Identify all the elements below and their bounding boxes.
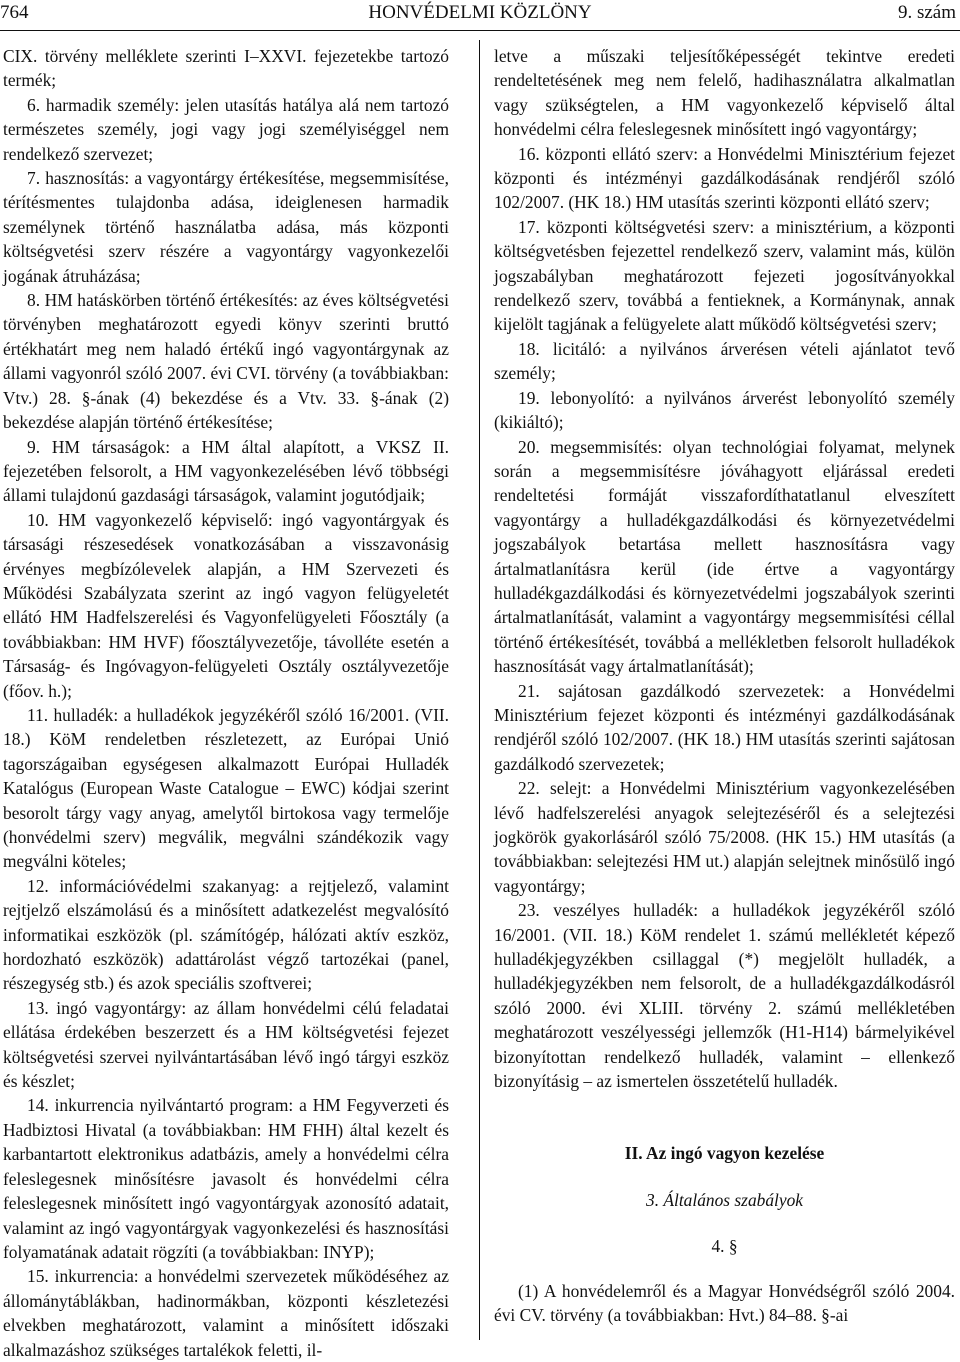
paragraph: 13. ingó vagyontárgy: az állam honvédelmi célú feladatai ellátása érdekében beszerzett és a HM költségvetési fejezet költségvetési szervei nyilvántartásában lévő ingó tárgyi eszköz és készlet;: [3, 997, 449, 1092]
right-column: [494, 44, 955, 1328]
paragraph: CIX. törvény melléklete szerinti I–XXVI. fejezetekbe tartozó termék;: [3, 46, 449, 91]
paragraph: 9. HM társaságok: a HM által alapított, a VKSZ II. fejezetében felsorolt, a HM vagyonkezelésében lévő többségi állami tulajdonú gazdasági társaságok, valamint jogutódjaik;: [3, 436, 449, 506]
paragraph: 16. központi ellátó szerv: a Honvédelmi Minisztérium fejezet központi és intézményi gazdálkodásának rendjéről szóló 102/2007. (HK 18.) HM utasítás szerinti központi ellátó szerv;: [494, 143, 955, 213]
header-rule: [0, 30, 960, 31]
paragraph: 19. lebonyolító: a nyilvános árverést lebonyolító személy (kikiáltó);: [494, 387, 955, 433]
paragraph: 21. sajátosan gazdálkodó szervezetek: a Honvédelmi Minisztérium fejezet központi és intézményi gazdálkodásának rendjéről szóló 102/2007. (HK 18.) HM utasítás szerinti sajátosan gazdálkodó szervezetek;: [494, 680, 955, 774]
paragraph: 23. veszélyes hulladék: a hulladékok jegyzékéről szóló 16/2001. (VII. 18.) KöM rendelet 1. számú mellékletét képező hulladékjegyzékben csillaggal (*) megjelölt hulladék, a hulladékjegyzékben nem felsorolt, de a hulladékgazdálkodásról szóló 2000. évi XLIII. törvény 2. számú mellékletében meghatározott veszélyességi jellemzők (H1-H14) bármelyikével bizonyítottan rendelkező hulladék, valamint – ellenkező bizonyításig – az ismertelen összetételű hulladék.: [494, 900, 955, 1092]
page-number: 764: [0, 2, 29, 23]
paragraph-mark: 4. §: [711, 1236, 738, 1257]
section-title: II. Az ingó vagyon kezelése: [624, 1143, 825, 1164]
paragraph: 8. HM hatáskörben történő értékesítés: az éves költségvetési törvényben meghatározott egyedi könyv szerinti bruttó értékhatárt meg nem haladó értékű ingó vagyontárgynak az állami vagyonról szóló 2007. évi CVI. törvény (a továbbiakban: Vtv.) 28. §-ának (4) bekezdése és a Vtv. 33. §-ának (2) bekezdése alapján történő értékesítése;: [3, 290, 449, 433]
paragraph: 20. megsemmisítés: olyan technológiai folyamat, melynek során a megsemmisítésre jóváhagyott eljárással eredeti rendeltetési formáját visszafordíthatatlanul elveszített vagyontárgy a hulladékgazdálkodási és környezetvédelmi jogszabályok betartása mellett hasznosításra vagy ártalmatlanításra kerül (ide értve a vagyontárgy hulladékgazdálkodási és környezetvédelmi jogszabályok szerinti ártalmatlanítását, valamint a vagyontárgy megsemmisítési céllal történő értékesítését, továbbá a mellékletben felsorolt hulladékok hasznosítását vagy ártalmatlanítását);: [494, 436, 955, 677]
left-column: [3, 44, 449, 1362]
subsection-title: 3. Általános szabályok: [646, 1189, 803, 1210]
publication-title: HONVÉDELMI KÖZLÖNY: [368, 2, 592, 23]
paragraph: 11. hulladék: a hulladékok jegyzékéről szóló 16/2001. (VII. 18.) KöM rendeletben részletezett, az Európai Unió tagországaiban egységesen alkalmazott Európai Hulladék Katalógus (European Waste Catalogue – EWC) kódjai szerint besorolt tárgy vagy anyag, amelytől birtokosa vagy termelője (honvédelmi szerv) megválik, megválni szándékozik vagy megválni köteles;: [3, 704, 449, 872]
paragraph: 10. HM vagyonkezelő képviselő: ingó vagyontárgyak és társasági részesedések vonatkozásában a visszavonásig érvényes megbízólevelek alapján, a HM Szervezeti és Működési Szabályzata szerint az ingó vagyon felügyeletét ellátó HM Hadfelszerelési és Vagyonfelügyeleti Főosztály (a továbbiakban: HM HVF) főosztályvezetője, távolléte esetén a Társaság- és Ingóvagyon-felügyeleti Osztály osztályvezetője (főov. h.);: [3, 509, 449, 701]
paragraph: 17. központi költségvetési szerv: a minisztérium, a központi költségvetésben fejezettel rendelkező szerv, valamint más, külön jogszabályban meghatározott fejezeti jogosítványokkal rendelkező szerv, továbbá a fentieknek, a Kormánynak, annak kijelölt tagjának a felügyelete alatt működő költségvetési szerv;: [494, 216, 955, 335]
paragraph: 7. hasznosítás: a vagyontárgy értékesítése, megsemmisítése, térítésmentes tulajdonba adása, ideiglenesen harmadik személynek történő használatba adása, más központi költségvetési szerv részére a vagyontárgy vagyonkezelői jogának átruházása;: [3, 168, 449, 286]
paragraph: 18. licitáló: a nyilvános árverésen vételi ajánlatot tevő személy;: [494, 338, 955, 384]
paragraph: 12. információvédelmi szakanyag: a rejtjelező, valamint rejtjelző elszámolású és a minősített adatkezelést megvalósító informatikai eszközök (pl. számítógép, hálózati aktív eszköz, hordozható eszközök) adattárolást végző tartozékai (panel, részegység stb.) és azok speciális szoftverei;: [3, 875, 449, 994]
column-divider: [479, 40, 480, 1340]
paragraph: 22. selejt: a Honvédelmi Minisztérium vagyonkezelésében lévő hadfelszerelési anyagok selejtezéséről és a selejtezési jogkörök gyakorlásáról szóló 75/2008. (HK 15.) HM utasítás (a továbbiakban: selejtezési HM ut.) alapján selejtnek minősülő ingó vagyontárgy;: [494, 778, 955, 896]
paragraph: 15. inkurrencia: a honvédelmi szervezetek működéséhez az állománytáblákban, hadinormákban, központi készletezési elvekben meghatározott, valamint a minősített időszaki alkalmazáshoz szükséges tartalékok feletti, il-: [3, 1266, 449, 1360]
paragraph: letve a műszaki teljesítőképességét tekintve eredeti rendeltetésének meg nem felelő, hadihasználatra alkalmatlan vagy szükségtelen, a HM vagyonkezelő képviselő által honvédelmi célra feleslegesnek minősített ingó vagyontárgy;: [494, 46, 955, 140]
paragraph: 14. inkurrencia nyilvántartó program: a HM Fegyverzeti és Hadbiztosi Hivatal (a továbbiakban: HM FHH) által kezelt és karbantartott elektronikus adatbázis, amely a honvédelmi célra feleslegesnek minősítésre javasolt és honvédelmi célra feleslegesnek minősített ingó vagyontárgyak azonosító adatait, valamint az ingó vagyontárgyak vagyonkezelési és hasznosítási folyamatának adatait rögzíti (a továbbiakban: INYP);: [3, 1095, 449, 1262]
page-header: [0, 0, 960, 30]
paragraph: (1) A honvédelemről és a Magyar Honvédségről szóló 2004. évi CV. törvény (a továbbiakban: Hvt.) 84–88. §-ai: [494, 1280, 955, 1326]
paragraph: 6. harmadik személy: jelen utasítás hatálya alá nem tartozó természetes személy, jogi vagy jogi személyiséggel nem rendelkező szervezet;: [3, 94, 449, 164]
issue-number: 9. szám: [897, 2, 956, 23]
